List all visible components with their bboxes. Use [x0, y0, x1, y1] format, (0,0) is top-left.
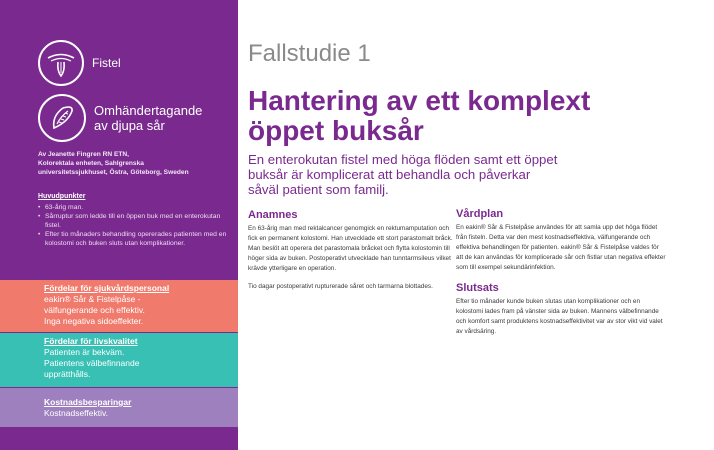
benefit-line: välfungerande och effektiv. [44, 305, 145, 315]
key-point: • Efter tio månaders behandling opererades patienten med en kolostomi och buken sluts utan komplikationer. [38, 230, 234, 248]
section-heading: Anamnes [248, 209, 298, 221]
author-line: Av Jeanette Fingren RN ETN, [38, 151, 129, 158]
benefit-line: eakin® Sår & Fistelpåse - [44, 294, 141, 304]
section-heading: Vårdplan [456, 208, 504, 220]
benefit-heading: Kostnadsbesparingar [44, 397, 132, 407]
benefit-heading: Fördelar för livskvalitet [44, 336, 138, 346]
category-label-line: Omhändertagande [94, 103, 203, 118]
title-line: öppet buksår [248, 115, 424, 146]
subtitle-line: såväl patient som familj. [248, 182, 389, 197]
benefit-healthcare-staff [0, 280, 238, 332]
section-paragraph: En 63-årig man med rektalcancer genomgick en rektumamputation och fick en permanent kolostomi. Han utvecklade ett stort parastomalt bråck. Man beslöt att operera det parastomala bråcket och flytta kolostomin till höger sida av buken. Postoperativt utvecklade han tunntarmsileus vilket krävde ytterligare en operation. [248, 225, 453, 272]
benefit-quality-of-life [0, 333, 238, 387]
subtitle-line: buksår är komplicerat att behandla och påverkar [248, 167, 531, 182]
subtitle-line: En enterokutan fistel med höga flöden samt ett öppet [248, 152, 558, 167]
benefit-line: Patienten är bekväm. [44, 347, 125, 357]
benefit-cost-savings [0, 388, 238, 427]
case-study-label: Fallstudie 1 [248, 40, 371, 67]
page-title [248, 86, 708, 146]
category-fistula [38, 40, 121, 86]
title-line: Hantering av ett komplext [248, 85, 591, 116]
subtitle [248, 152, 698, 197]
section-anamnes [248, 209, 458, 292]
benefit-line: upprätthålls. [44, 369, 91, 379]
wound-care-icon [38, 94, 86, 142]
main-content [238, 0, 714, 450]
key-points [38, 192, 234, 248]
author-line: universitetssjukhuset, Östra, Göteborg, Sweden [38, 169, 189, 176]
section-paragraph: Tio dagar postoperativt rupturerade såret och tarmarna blottades. [248, 283, 433, 290]
key-points-heading: Huvudpunkter [38, 193, 86, 200]
sidebar [0, 0, 238, 450]
key-point: • Sårruptur som ledde till en öppen buk med en enterokutan fistel. [38, 212, 234, 230]
author-line: Kolorektala enheten, Sahlgrenska [38, 160, 144, 167]
fistula-icon [38, 40, 84, 86]
category-label [94, 103, 202, 133]
benefit-line: Kostnadseffektiv. [44, 408, 108, 418]
category-label-line: av djupa sår [94, 118, 165, 133]
section-vardplan-slutsats [456, 208, 666, 337]
section-paragraph: Efter tio månader kunde buken slutas utan komplikationer och en kolostomi lades fram på vänster sida av buken. Mannens välbefinnande och komfort samt produktens kostnadseffektivitet var av stor vikt vid valet av vårdsäring. [456, 298, 663, 335]
section-heading: Slutsats [456, 282, 499, 294]
key-points-list [38, 203, 234, 248]
key-point: • 63-årig man. [38, 203, 234, 212]
author-credit [38, 150, 234, 177]
category-wound-care [38, 94, 202, 142]
benefit-line: Inga negativa sidoeffekter. [44, 316, 144, 326]
category-label: Fistel [92, 55, 121, 70]
benefit-line: Patientens välbefinnande [44, 358, 140, 368]
section-paragraph: En eakin® Sår & Fistelpåse användes för att samla upp det höga flödet från fisteln. Detta var den mest kostnadseffektiva, välfungerande och effektiva behandlingen för patienten. eakin® Sår & Fistelpåse valdes för att de kan användas för komplicerade sår och fistlar utan negativa effekter som till exempel sekundärinfektion. [456, 224, 666, 271]
benefit-heading: Fördelar för sjukvårdspersonal [44, 283, 170, 293]
